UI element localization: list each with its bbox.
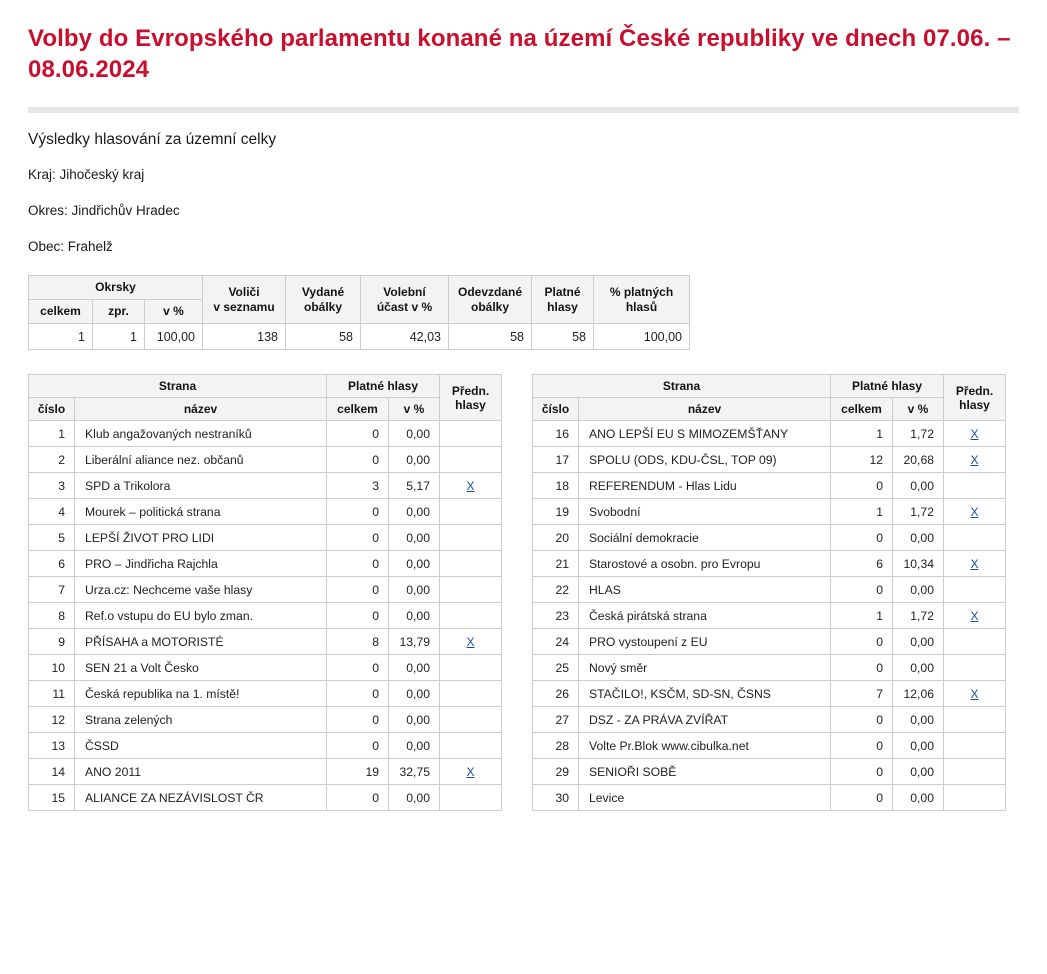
table-row (29, 473, 502, 499)
party-left-header-predn-line1: Předn. (451, 383, 490, 398)
preferential-votes-link[interactable]: X (970, 426, 979, 441)
party-votes-total: 0 (831, 733, 893, 759)
table-row (533, 447, 1006, 473)
party-votes-total: 0 (327, 525, 389, 551)
party-number: 6 (29, 551, 75, 577)
summary-header-pct-platnych (594, 276, 690, 324)
party-name: PŘÍSAHA a MOTORISTÉ (75, 629, 327, 655)
preferential-votes-cell[interactable] (944, 603, 1006, 629)
party-votes-percent: 0,00 (893, 525, 944, 551)
party-table-right (532, 374, 1006, 811)
table-row (29, 603, 502, 629)
party-name: SENIOŘI SOBĚ (579, 759, 831, 785)
summary-group-header-row (29, 276, 690, 300)
summary-okrsky-zpr: 1 (93, 324, 145, 350)
preferential-votes-cell (944, 525, 1006, 551)
party-left-header-predn-line2: hlasy (455, 397, 486, 412)
party-number: 5 (29, 525, 75, 551)
party-name: SPOLU (ODS, KDU-ČSL, TOP 09) (579, 447, 831, 473)
party-right-header-predn-hlasy (944, 375, 1006, 421)
party-votes-percent: 0,00 (389, 655, 440, 681)
party-left-subheader-nazev: název (75, 398, 327, 421)
title-divider (28, 107, 1019, 113)
meta-okres-label: Okres: (28, 203, 68, 219)
preferential-votes-cell (944, 655, 1006, 681)
summary-subheader-celkem: celkem (29, 300, 93, 324)
party-votes-total: 0 (831, 707, 893, 733)
meta-okres-value: Jindřichův Hradec (71, 203, 180, 219)
summary-volici-v-seznamu: 138 (203, 324, 286, 350)
summary-header-volici (203, 276, 286, 324)
preferential-votes-cell (944, 785, 1006, 811)
summary-header-volici-line1: Voliči (228, 284, 260, 299)
party-votes-total: 1 (831, 499, 893, 525)
party-name: Volte Pr.Blok www.cibulka.net (579, 733, 831, 759)
party-votes-percent: 0,00 (893, 759, 944, 785)
party-votes-percent: 0,00 (893, 785, 944, 811)
party-votes-total: 0 (831, 759, 893, 785)
summary-data-row (29, 324, 690, 350)
party-number: 20 (533, 525, 579, 551)
party-right-subheader-celkem: celkem (831, 398, 893, 421)
table-row (533, 629, 1006, 655)
party-number: 24 (533, 629, 579, 655)
summary-platne-hlasy: 58 (532, 324, 594, 350)
party-left-subheader-v-pct: v % (389, 398, 440, 421)
table-row (29, 447, 502, 473)
party-votes-percent: 32,75 (389, 759, 440, 785)
table-row (533, 603, 1006, 629)
party-name: ČSSD (75, 733, 327, 759)
summary-okrsky-celkem: 1 (29, 324, 93, 350)
preferential-votes-cell[interactable] (440, 759, 502, 785)
table-row (29, 551, 502, 577)
party-votes-total: 0 (327, 551, 389, 577)
preferential-votes-link[interactable]: X (970, 504, 979, 519)
table-row (533, 499, 1006, 525)
party-votes-percent: 0,00 (389, 681, 440, 707)
party-name: Starostové a osobn. pro Evropu (579, 551, 831, 577)
meta-okres (28, 203, 1019, 218)
party-name: SPD a Trikolora (75, 473, 327, 499)
party-votes-percent: 0,00 (389, 707, 440, 733)
party-votes-total: 0 (831, 655, 893, 681)
meta-kraj-label: Kraj: (28, 167, 56, 183)
preferential-votes-cell (440, 655, 502, 681)
summary-subheader-zpr: zpr. (93, 300, 145, 324)
party-votes-total: 0 (327, 733, 389, 759)
party-name: ALIANCE ZA NEZÁVISLOST ČR (75, 785, 327, 811)
party-name: STAČILO!, KSČM, SD-SN, ČSNS (579, 681, 831, 707)
party-right-subheader-v-pct: v % (893, 398, 944, 421)
party-number: 4 (29, 499, 75, 525)
party-votes-total: 1 (831, 421, 893, 447)
preferential-votes-cell[interactable] (440, 473, 502, 499)
party-votes-total: 0 (327, 603, 389, 629)
preferential-votes-cell (440, 603, 502, 629)
summary-header-odevzdane-line1: Odevzdané (457, 284, 523, 299)
party-votes-total: 0 (831, 577, 893, 603)
preferential-votes-cell[interactable] (944, 499, 1006, 525)
party-number: 29 (533, 759, 579, 785)
preferential-votes-cell (440, 551, 502, 577)
party-votes-percent: 0,00 (389, 421, 440, 447)
party-number: 2 (29, 447, 75, 473)
table-row (29, 707, 502, 733)
party-left-body (29, 421, 502, 811)
party-votes-total: 1 (831, 603, 893, 629)
summary-vydane-obalky: 58 (286, 324, 361, 350)
preferential-votes-cell (440, 707, 502, 733)
table-row (29, 499, 502, 525)
party-votes-percent: 0,00 (893, 473, 944, 499)
party-number: 9 (29, 629, 75, 655)
preferential-votes-cell (440, 785, 502, 811)
party-votes-total: 0 (327, 681, 389, 707)
party-name: Sociální demokracie (579, 525, 831, 551)
party-number: 27 (533, 707, 579, 733)
party-name: HLAS (579, 577, 831, 603)
summary-header-ucast (361, 276, 449, 324)
party-left-header-predn-hlasy (440, 375, 502, 421)
party-votes-percent: 5,17 (389, 473, 440, 499)
table-row (29, 629, 502, 655)
summary-header-okrsky: Okrsky (29, 276, 203, 300)
party-left-subheader-celkem: celkem (327, 398, 389, 421)
table-row (29, 577, 502, 603)
party-name: Urza.cz: Nechceme vaše hlasy (75, 577, 327, 603)
party-votes-total: 0 (327, 447, 389, 473)
party-number: 16 (533, 421, 579, 447)
party-left-group-header-row (29, 375, 502, 398)
party-number: 17 (533, 447, 579, 473)
table-row (29, 655, 502, 681)
preferential-votes-cell[interactable] (944, 551, 1006, 577)
preferential-votes-cell[interactable] (944, 421, 1006, 447)
party-votes-total: 0 (327, 655, 389, 681)
party-votes-percent: 12,06 (893, 681, 944, 707)
section-title: Výsledky hlasování za územní celky (28, 131, 277, 149)
table-row (29, 681, 502, 707)
summary-header-volici-line2: v seznamu (213, 299, 275, 314)
preferential-votes-cell (440, 525, 502, 551)
party-name: Svobodní (579, 499, 831, 525)
party-name: LEPŠÍ ŽIVOT PRO LIDI (75, 525, 327, 551)
party-right-sub-header-row (533, 398, 1006, 421)
table-row (533, 733, 1006, 759)
table-row (533, 681, 1006, 707)
party-right-group-header-row (533, 375, 1006, 398)
preferential-votes-cell[interactable] (944, 681, 1006, 707)
party-number: 23 (533, 603, 579, 629)
preferential-votes-cell[interactable] (944, 447, 1006, 473)
table-row (29, 759, 502, 785)
party-number: 18 (533, 473, 579, 499)
summary-okrsky-v-pct: 100,00 (145, 324, 203, 350)
party-votes-percent: 0,00 (893, 733, 944, 759)
preferential-votes-cell (440, 733, 502, 759)
party-name: Strana zelených (75, 707, 327, 733)
party-votes-percent: 0,00 (389, 603, 440, 629)
party-left-header-platne-hlasy: Platné hlasy (327, 375, 440, 398)
party-number: 13 (29, 733, 75, 759)
party-name: DSZ - ZA PRÁVA ZVÍŘAT (579, 707, 831, 733)
party-tables-container (28, 374, 1019, 811)
party-name: Česká republika na 1. místě! (75, 681, 327, 707)
table-row (533, 785, 1006, 811)
party-name: Ref.o vstupu do EU bylo zman. (75, 603, 327, 629)
party-right-header-platne-hlasy: Platné hlasy (831, 375, 944, 398)
party-votes-percent: 0,00 (893, 577, 944, 603)
party-name: PRO vystoupení z EU (579, 629, 831, 655)
summary-header-vydane-line2: obálky (303, 299, 342, 314)
preferential-votes-cell (440, 447, 502, 473)
party-name: Nový směr (579, 655, 831, 681)
preferential-votes-cell (440, 681, 502, 707)
preferential-votes-cell (944, 733, 1006, 759)
party-left-subheader-cislo: číslo (29, 398, 75, 421)
party-votes-percent: 0,00 (389, 499, 440, 525)
table-row (29, 525, 502, 551)
party-votes-percent: 10,34 (893, 551, 944, 577)
party-votes-total: 0 (327, 421, 389, 447)
preferential-votes-cell (944, 629, 1006, 655)
party-votes-percent: 0,00 (389, 577, 440, 603)
preferential-votes-link[interactable]: X (466, 478, 475, 493)
table-row (533, 759, 1006, 785)
page-title: Volby do Evropského parlamentu konané na území České republiky ve dnech 07.06. – 08.06.2024 (28, 25, 1011, 83)
party-votes-percent: 0,00 (893, 707, 944, 733)
meta-obec-label: Obec: (28, 239, 65, 255)
party-votes-percent: 13,79 (389, 629, 440, 655)
preferential-votes-link[interactable]: X (970, 686, 979, 701)
party-number: 25 (533, 655, 579, 681)
party-name: Levice (579, 785, 831, 811)
party-name: ANO 2011 (75, 759, 327, 785)
party-votes-percent: 0,00 (389, 733, 440, 759)
summary-header-platne (532, 276, 594, 324)
party-number: 7 (29, 577, 75, 603)
party-votes-total: 6 (831, 551, 893, 577)
table-row (533, 551, 1006, 577)
preferential-votes-cell[interactable] (440, 629, 502, 655)
summary-table (28, 275, 690, 350)
party-votes-total: 19 (327, 759, 389, 785)
party-votes-percent: 0,00 (893, 655, 944, 681)
preferential-votes-cell (944, 473, 1006, 499)
table-row (29, 421, 502, 447)
table-row (29, 733, 502, 759)
party-left-header-strana: Strana (29, 375, 327, 398)
party-right-body (533, 421, 1006, 811)
party-votes-percent: 0,00 (389, 525, 440, 551)
party-right-header-predn-line1: Předn. (955, 383, 994, 398)
summary-pct-platnych-hlasu: 100,00 (594, 324, 690, 350)
summary-header-pct-platnych-line2: hlasů (625, 299, 658, 314)
party-votes-percent: 0,00 (389, 551, 440, 577)
meta-obec (28, 239, 1019, 254)
party-votes-percent: 0,00 (389, 785, 440, 811)
party-name: Česká pirátská strana (579, 603, 831, 629)
meta-kraj-value: Jihočeský kraj (59, 167, 145, 183)
summary-header-platne-line1: Platné (544, 284, 581, 299)
party-votes-percent: 0,00 (389, 447, 440, 473)
table-row (533, 577, 1006, 603)
table-row (29, 785, 502, 811)
party-name: PRO – Jindřicha Rajchla (75, 551, 327, 577)
party-votes-percent: 20,68 (893, 447, 944, 473)
party-votes-total: 0 (327, 707, 389, 733)
party-name: ANO LEPŠÍ EU S MIMOZEMŠŤANY (579, 421, 831, 447)
preferential-votes-link[interactable]: X (970, 452, 979, 467)
table-row (533, 421, 1006, 447)
party-right-subheader-nazev: název (579, 398, 831, 421)
summary-header-ucast-line2: účast v % (376, 299, 433, 314)
table-row (533, 655, 1006, 681)
preferential-votes-cell (944, 759, 1006, 785)
party-table-left (28, 374, 502, 811)
party-name: REFERENDUM - Hlas Lidu (579, 473, 831, 499)
party-votes-total: 0 (327, 499, 389, 525)
party-votes-percent: 1,72 (893, 421, 944, 447)
party-votes-total: 0 (831, 629, 893, 655)
summary-header-vydane-line1: Vydané (301, 284, 345, 299)
party-right-subheader-cislo: číslo (533, 398, 579, 421)
preferential-votes-link[interactable]: X (970, 608, 979, 623)
summary-header-pct-platnych-line1: % platných (609, 284, 674, 299)
summary-header-platne-line2: hlasy (547, 299, 578, 314)
party-name: SEN 21 a Volt Česko (75, 655, 327, 681)
party-votes-total: 0 (831, 525, 893, 551)
party-votes-percent: 0,00 (893, 629, 944, 655)
preferential-votes-link[interactable]: X (466, 634, 475, 649)
party-name: Klub angažovaných nestraníků (75, 421, 327, 447)
party-left-sub-header-row (29, 398, 502, 421)
party-votes-percent: 1,72 (893, 499, 944, 525)
party-name: Mourek – politická strana (75, 499, 327, 525)
summary-subheader-v-pct: v % (145, 300, 203, 324)
party-right-header-predn-line2: hlasy (959, 397, 990, 412)
summary-volebni-ucast: 42,03 (361, 324, 449, 350)
party-votes-total: 12 (831, 447, 893, 473)
party-number: 14 (29, 759, 75, 785)
party-number: 21 (533, 551, 579, 577)
party-number: 8 (29, 603, 75, 629)
summary-header-vydane (286, 276, 361, 324)
summary-header-odevzdane (449, 276, 532, 324)
party-votes-total: 8 (327, 629, 389, 655)
table-row (533, 707, 1006, 733)
party-number: 30 (533, 785, 579, 811)
preferential-votes-cell (944, 707, 1006, 733)
table-row (533, 473, 1006, 499)
party-number: 1 (29, 421, 75, 447)
party-votes-total: 0 (327, 785, 389, 811)
party-number: 28 (533, 733, 579, 759)
party-number: 10 (29, 655, 75, 681)
party-name: Liberální aliance nez. občanů (75, 447, 327, 473)
party-number: 22 (533, 577, 579, 603)
summary-table-wrapper (28, 275, 1019, 350)
party-number: 26 (533, 681, 579, 707)
table-row (533, 525, 1006, 551)
party-votes-total: 3 (327, 473, 389, 499)
party-votes-total: 0 (327, 577, 389, 603)
party-number: 12 (29, 707, 75, 733)
meta-obec-value: Frahelž (67, 239, 113, 255)
preferential-votes-cell (440, 499, 502, 525)
preferential-votes-cell (440, 577, 502, 603)
party-votes-total: 0 (831, 785, 893, 811)
party-number: 19 (533, 499, 579, 525)
summary-header-odevzdane-line2: obálky (470, 299, 509, 314)
preferential-votes-link[interactable]: X (970, 556, 979, 571)
summary-odevzdane-obalky: 58 (449, 324, 532, 350)
preferential-votes-cell (440, 421, 502, 447)
meta-kraj (28, 167, 1019, 182)
party-votes-total: 7 (831, 681, 893, 707)
summary-header-ucast-line1: Volební (383, 284, 426, 299)
party-number: 11 (29, 681, 75, 707)
preferential-votes-cell (944, 577, 1006, 603)
party-right-header-strana: Strana (533, 375, 831, 398)
party-votes-percent: 1,72 (893, 603, 944, 629)
party-votes-total: 0 (831, 473, 893, 499)
party-number: 15 (29, 785, 75, 811)
party-number: 3 (29, 473, 75, 499)
preferential-votes-link[interactable]: X (466, 764, 475, 779)
